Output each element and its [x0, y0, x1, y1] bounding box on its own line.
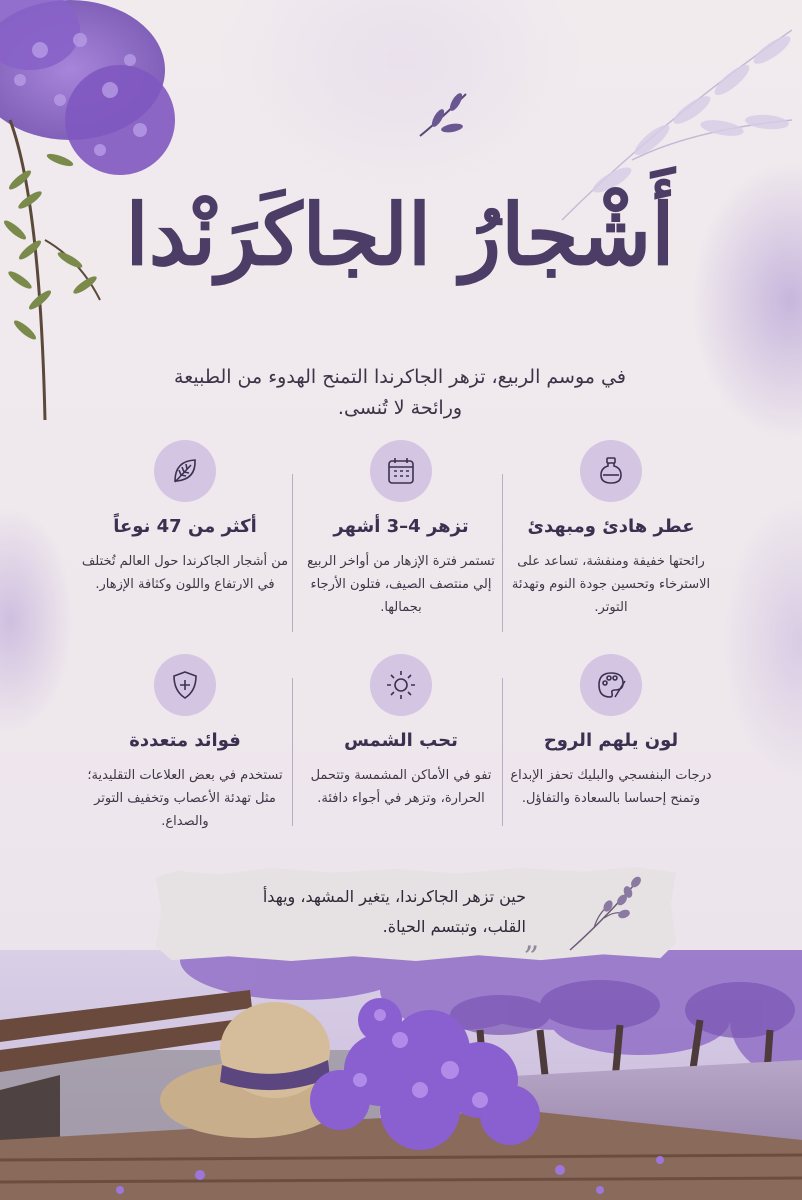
- feature-text: تستمر فترة الإزهار من أواخر الربيع إلي منتصف الصيف، فتلون الأرجاء بجمالها.: [307, 554, 495, 615]
- quote-mark: „: [524, 922, 540, 957]
- sun-icon: [370, 654, 432, 716]
- flower-sprig-icon: [564, 870, 650, 956]
- shield-plus-icon: [154, 654, 216, 716]
- feature-card-benefits: [80, 654, 290, 833]
- feature-text: تفو في الأماكن المشمسة وتتحمل الحرارة، وتزهر في أجواء دافئة.: [310, 768, 492, 806]
- feature-title: تحب الشمس: [344, 730, 458, 751]
- feature-title: أكثر من 47 نوعاً: [113, 516, 257, 537]
- feature-text: رائحتها خفيفة ومنفشة، تساعد على الاسترخاء وتحسين جودة النوم وتهدئة التوتر.: [511, 554, 711, 615]
- feature-card-bloom: [296, 440, 506, 619]
- feature-title: لون يلهم الروح: [543, 730, 679, 751]
- feature-card-sun: [296, 654, 506, 811]
- feature-card-color: [506, 654, 716, 811]
- divider: [292, 678, 293, 826]
- page-title: أَشْجارُ الجاكَرَنْدا: [125, 185, 675, 284]
- perfume-bottle-icon: [580, 440, 642, 502]
- feature-text: من أشجار الجاكرندا حول العالم تُختلف في الارتفاع واللون وكثافة الإزهار.: [81, 554, 289, 592]
- subtitle: في موسم الربيع، تزهر الجاكرندا التمنح الهدوء من الطبيعة ورائحة لا تُنسى.: [174, 366, 626, 420]
- palette-icon: [580, 654, 642, 716]
- feature-text: تستخدم في بعض العلاعات التقليدية؛ مثل تهدئة الأعصاب وتخفيف التوتر والصداع.: [87, 768, 283, 829]
- feature-title: فوائد متعددة: [129, 730, 241, 751]
- feature-card-fragrance: [506, 440, 716, 619]
- park-bench-photo: [0, 950, 802, 1200]
- divider: [292, 474, 293, 632]
- quote-text: حين تزهر الجاكرندا، يتغير المشهد، ويهدأ القلب، وتبتسم الحياة.: [262, 887, 526, 937]
- feature-text: درجات البنفسجي والبليك تحفز الإبداع وتمنح إحساسا بالسعادة والتفاؤل.: [510, 768, 712, 806]
- sprig-icon: [416, 88, 472, 140]
- features-grid: [60, 440, 740, 840]
- feature-title: عطر هادئ ومبهدئ: [527, 516, 695, 537]
- calendar-icon: [370, 440, 432, 502]
- leaf-icon: [154, 440, 216, 502]
- feature-title: تزهر 4–3 أشهر: [333, 516, 469, 537]
- feature-card-species: [80, 440, 290, 597]
